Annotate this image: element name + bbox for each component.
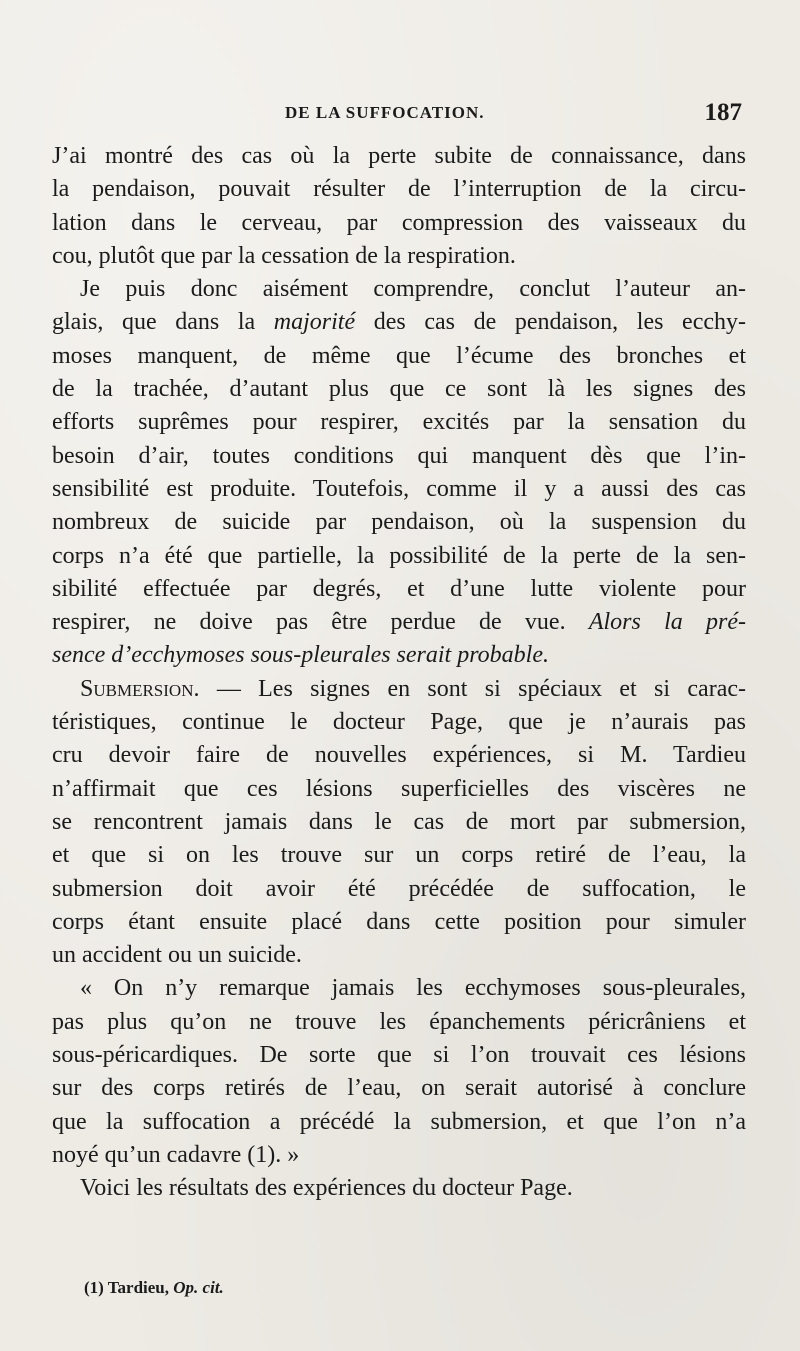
text-line-with-emphasis xyxy=(52,606,746,639)
text-line: Je puis donc aisément comprendre, conclut l’auteur an- xyxy=(80,276,746,303)
running-head: DE LA SUFFOCATION. xyxy=(285,103,485,122)
text-line: submersion doit avoir été précédée de suffocation, le xyxy=(52,875,746,902)
quote-line: noyé qu’un cadavre (1). » xyxy=(52,1141,300,1168)
text-line: cru devoir faire de nouvelles expériences, si M. Tardieu xyxy=(52,742,746,769)
footnote xyxy=(84,1278,224,1298)
emphasis-majorite: majorité xyxy=(273,309,356,336)
text-line: corps étant ensuite placé dans cette position pour simuler xyxy=(52,908,746,935)
footnote-marker: (1) Tardieu, xyxy=(84,1278,174,1297)
text-line: et que si on les trouve sur un corps retiré de l’eau, la xyxy=(52,842,746,869)
text-segment: respirer, ne doive pas être perdue de vue. xyxy=(52,609,589,636)
text-segment: — Les signes en sont si spéciaux et si carac- xyxy=(199,675,746,702)
text-line: de la trachée, d’autant plus que ce sont là les signes des xyxy=(52,376,746,403)
text-line: sensibilité est produite. Toutefois, comme il y a aussi des cas xyxy=(52,475,746,502)
text-line: téristiques, continue le docteur Page, que je n’aurais pas xyxy=(52,709,746,736)
quote-line: « On n’y remarque jamais les ecchymoses sous-pleurales, xyxy=(80,975,746,1002)
quote-line: sous-péricardiques. De sorte que si l’on trouvait ces lésions xyxy=(52,1042,746,1069)
text-line: cou, plutôt que par la cessation de la respiration. xyxy=(52,242,516,269)
text-line: Voici les résultats des expériences du docteur Page. xyxy=(80,1175,573,1202)
text-line: la pendaison, pouvait résulter de l’interruption de la circu- xyxy=(52,176,746,203)
text-line-italic: sence d’ecchymoses sous-pleurales serait probable. xyxy=(52,642,549,669)
page-number: 187 xyxy=(704,99,742,126)
text-line-with-emphasis xyxy=(52,306,746,339)
quote-line: que la suffocation a précédé la submersion, et que l’on n’a xyxy=(52,1108,746,1135)
text-line: efforts suprêmes pour respirer, excités par la sensation du xyxy=(52,409,746,436)
text-segment: des cas de pendaison, les ecchy- xyxy=(355,309,746,336)
text-line: n’affirmait que ces lésions superficielles des viscères ne xyxy=(52,775,746,802)
text-line: lation dans le cerveau, par compression des vaisseaux du xyxy=(52,209,746,236)
section-heading-submersion: Submersion. xyxy=(80,675,200,702)
text-line: moses manquent, de même que l’écume des bronches et xyxy=(52,342,746,369)
section-line xyxy=(52,673,746,706)
page-header xyxy=(50,99,742,133)
text-segment: glais, que dans la xyxy=(52,309,274,336)
text-line: se rencontrent jamais dans le cas de mort par submersion, xyxy=(52,808,746,835)
text-line: besoin d’air, toutes conditions qui manquent dès que l’in- xyxy=(52,442,746,469)
footnote-reference: Op. cit. xyxy=(173,1278,224,1297)
text-line: sibilité effectuée par degrés, et d’une lutte violente pour xyxy=(52,575,746,602)
emphasis-alors: Alors la pré- xyxy=(588,609,746,636)
text-line: J’ai montré des cas où la perte subite de connaissance, dans xyxy=(52,143,746,169)
body-text xyxy=(52,140,746,1206)
text-line: nombreux de suicide par pendaison, où la suspension du xyxy=(52,509,746,536)
text-line: un accident ou un suicide. xyxy=(52,942,302,969)
quote-line: sur des corps retirés de l’eau, on serait autorisé à conclure xyxy=(52,1075,746,1102)
quote-line: pas plus qu’on ne trouve les épanchements péricrâniens et xyxy=(52,1008,746,1035)
text-line: corps n’a été que partielle, la possibilité de la perte de la sen- xyxy=(52,542,746,569)
